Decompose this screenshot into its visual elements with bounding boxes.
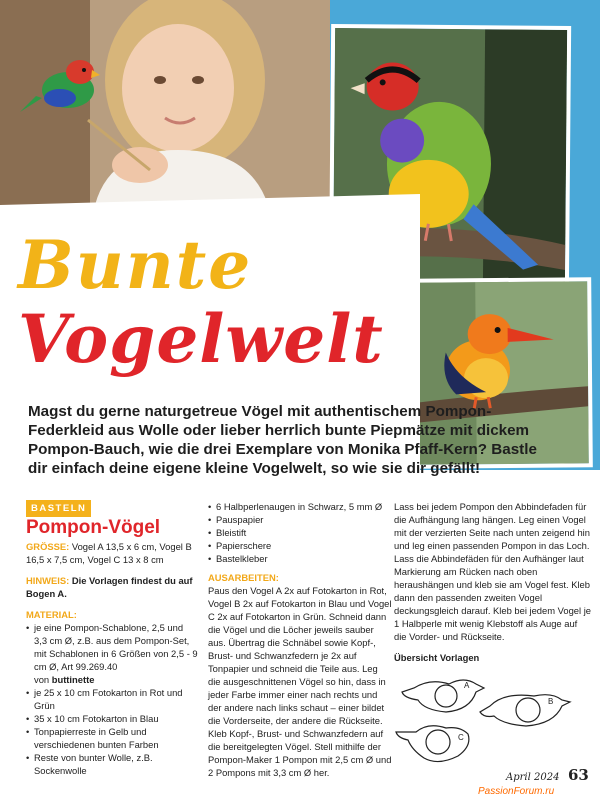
work-label: AUSARBEITEN: bbox=[208, 572, 279, 583]
material-label: MATERIAL: bbox=[26, 609, 77, 620]
column-2 bbox=[208, 500, 392, 779]
page-number: 63 bbox=[568, 766, 589, 784]
girl-with-parrot-photo bbox=[0, 0, 330, 205]
template-overview bbox=[394, 666, 592, 776]
templates-label: Übersicht Vorlagen bbox=[394, 652, 480, 663]
intro-paragraph: Magst du gerne naturgetreue Vögel mit authentischem Pompon-Federkleid aus Wolle oder lieber herrlich bunte Piepmätze mit dickem Pompon-Bauch, wie die drei Exemplare von Monika Pfaff-Kern? Bastle dir einfach deine eigene kleine Vogelwelt, so wie sie dir gefällt! bbox=[28, 403, 537, 477]
material-brand: buttinette bbox=[51, 674, 95, 685]
material-item: • Pauspapier bbox=[208, 513, 392, 526]
size-paragraph bbox=[26, 540, 198, 566]
hint-label: HINWEIS: bbox=[26, 575, 70, 586]
hint-text: Die Vorlagen findest du auf Bogen A. bbox=[26, 575, 193, 599]
material-item: • Bleistift bbox=[208, 526, 392, 539]
material-item: • je 25 x 10 cm Fotokarton in Rot und Grün bbox=[26, 686, 198, 712]
bird-label-a: A bbox=[464, 681, 470, 690]
material-item bbox=[26, 621, 198, 686]
material-item: • Bastelkleber bbox=[208, 552, 392, 565]
bird-label-c: C bbox=[458, 733, 464, 742]
material-item: • Reste von bunter Wolle, z.B. Sockenwolle bbox=[26, 751, 198, 777]
material-list bbox=[26, 621, 198, 777]
size-label: GRÖSSE: bbox=[26, 541, 70, 552]
material-list-continued bbox=[208, 500, 392, 565]
bird-templates-drawing bbox=[394, 666, 592, 776]
category-tag: BASTELN bbox=[26, 500, 91, 517]
material-item: • 6 Halbperlenaugen in Schwarz, 5 mm Ø bbox=[208, 500, 392, 513]
watermark: PassionForum.ru bbox=[478, 786, 555, 797]
material-item: • Papierschere bbox=[208, 539, 392, 552]
material-item: • 35 x 10 cm Fotokarton in Blau bbox=[26, 712, 198, 725]
instructions-continued: Lass bei jedem Pompon den Abbindefaden für die Aufhängung lang hängen. Leg einen Vogel mit der verzierten Seite nach unten zeigend hin und leg einen passenden Pompon in das Loch. Lass die Abbindefäden für den Aufhänger laut Markierung am Rücken nach oben heraushängen und kleb sie am Vogel fest. Kleb dann den passenden zweiten Vogel deckungsgleich darauf. Kleb bei jedem Vogel je 1 Halbperle mit wenig Klebstoff als Auge auf die Vorder- und Rückseite. bbox=[394, 501, 592, 642]
work-instructions: Paus den Vogel A 2x auf Fotokarton in Rot, Vogel B 2x auf Fotokarton in Blau und Vogel C 2x auf Fotokarton in Grün. Schneid dann die Vögel und die Löcher jeweils sauber aus. Übertrag die Schnäbel sowie Kopf-, Brust- und Schwanzfedern je 2x auf Tonpapier und schneid die Teile aus. Leg die ausgeschnittenen Vögel so hin, dass in jeder Farbe immer einer nach rechts und der andere nach links schaut – einer bildet die Vorderseite, der andere die Rückseite. Kleb Kopf-, Brust- und Schwanzfedern auf die bereitgelegten Vögel. Stell mithilfe der Pompon-Maker 1 Pompon mit 2,5 cm Ø und 2 Pompons mit 3,3 cm Ø her. bbox=[208, 585, 392, 778]
girl-with-parrot-illustration bbox=[0, 0, 330, 205]
column-1 bbox=[26, 500, 198, 777]
size-text: Vogel A 13,5 x 6 cm, Vogel B 16,5 x 7,5 cm, Vogel C 13 x 8 cm bbox=[26, 541, 192, 565]
material-item: • Tonpapierreste in Gelb und verschiedenen bunten Farben bbox=[26, 725, 198, 751]
headline-line-2: Vogelwelt bbox=[18, 300, 384, 378]
bird-label-b: B bbox=[548, 697, 554, 706]
column-3 bbox=[394, 500, 592, 776]
headline-line-1: Bunte bbox=[18, 226, 253, 304]
section-title: Pompon-Vögel bbox=[26, 517, 161, 538]
material-item-text: je eine Pompon-Schablone, 2,5 und 3,3 cm Ø, z.B. aus dem Pompon-Set, mit Schablonen in 6 Größen von 2,5 - 9 cm Ø, Art 99.269.40 bbox=[34, 622, 198, 672]
issue-date: April 2024 bbox=[506, 772, 560, 783]
material-item-von: von bbox=[34, 674, 50, 685]
hint-paragraph bbox=[26, 574, 198, 600]
headline bbox=[18, 226, 418, 378]
